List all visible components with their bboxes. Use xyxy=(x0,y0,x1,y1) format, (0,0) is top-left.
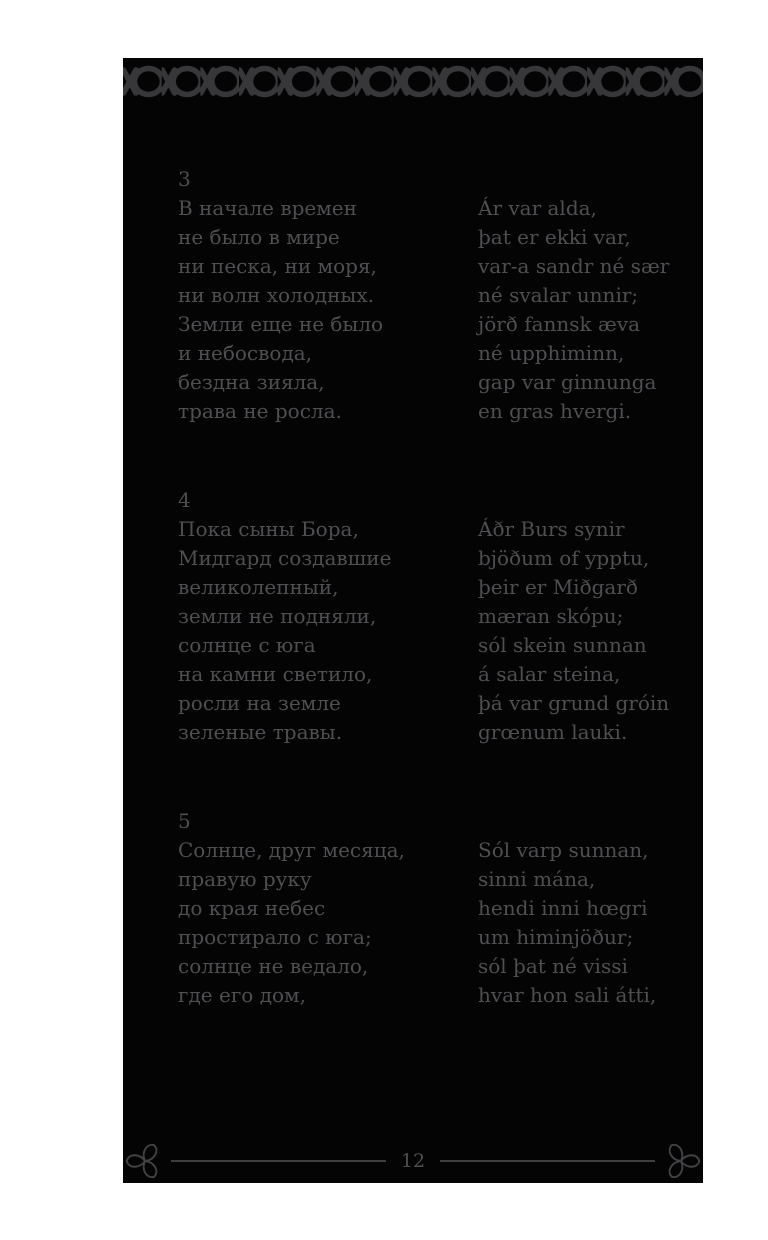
triquetra-knot-icon xyxy=(125,1141,165,1181)
verse-line: В начале времен xyxy=(178,196,357,220)
verse-line: þeir er Miðgarð xyxy=(478,575,638,599)
verse-column-old-norse xyxy=(478,836,683,1010)
verse-line: jörð fannsk æva xyxy=(478,312,641,336)
stanza-number: 3 xyxy=(178,167,191,191)
verse-line: Áðr Burs synir xyxy=(478,517,625,541)
verse-line: né svalar unnir; xyxy=(478,283,639,307)
verse-line: Солнце, друг месяца, xyxy=(178,838,405,862)
verse-line: Земли еще не было xyxy=(178,312,384,336)
verse-line: var-a sandr né sær xyxy=(478,254,670,278)
stanza xyxy=(178,486,683,747)
stanza-number: 4 xyxy=(178,488,191,512)
verse-line: Пока сыны Бора, xyxy=(178,517,359,541)
verse-line: солнце с юга xyxy=(178,633,316,657)
verse-line: gap var ginnunga xyxy=(478,370,657,394)
verse-line: росли на земле xyxy=(178,691,341,715)
verse-line: grœnum lauki. xyxy=(478,720,628,744)
verse-line: ни песка, ни моря, xyxy=(178,254,377,278)
celtic-knot-border-icon xyxy=(123,61,703,103)
footer-rule-right xyxy=(440,1160,655,1162)
verse-column-russian xyxy=(178,836,478,1010)
verse-line: солнце не ведало, xyxy=(178,954,369,978)
verse-line: né upphiminn, xyxy=(478,341,625,365)
stanza xyxy=(178,165,683,426)
verse-line: hvar hon sali átti, xyxy=(478,983,657,1007)
verse-column-russian xyxy=(178,515,478,747)
verse-line: до края небес xyxy=(178,896,326,920)
verse-line: sinni mána, xyxy=(478,867,596,891)
verse-line: великолепный, xyxy=(178,575,339,599)
poem xyxy=(123,165,703,1010)
verse-line: трава не росла. xyxy=(178,399,342,423)
verse-line: þá var grund gróin xyxy=(478,691,670,715)
stanza-number: 5 xyxy=(178,809,191,833)
verse-line: hendi inni hœgri xyxy=(478,896,648,920)
triquetra-knot-icon xyxy=(661,1141,701,1181)
verse-line: зеленые травы. xyxy=(178,720,343,744)
verse-line: земли не подняли, xyxy=(178,604,377,628)
verse-line: um himinjöður; xyxy=(478,925,634,949)
verse-line: бездна зияла, xyxy=(178,370,325,394)
verse-line: bjöðum of ypptu, xyxy=(478,546,650,570)
footer-rule-left xyxy=(171,1160,386,1162)
book-page xyxy=(123,58,703,1183)
verse-column-old-norse xyxy=(478,515,683,747)
verse-line: на камни светило, xyxy=(178,662,373,686)
verse-line: ни волн холодных. xyxy=(178,283,374,307)
verse-line: Sól varp sunnan, xyxy=(478,838,649,862)
verse-line: где его дом, xyxy=(178,983,306,1007)
verse-column-russian xyxy=(178,194,478,426)
page-footer xyxy=(123,1140,703,1182)
verse-line: mæran skópu; xyxy=(478,604,624,628)
verse-line: þat er ekki var, xyxy=(478,225,631,249)
stanza xyxy=(178,807,683,1010)
verse-column-old-norse xyxy=(478,194,683,426)
verse-line: простирало с юга; xyxy=(178,925,372,949)
verse-line: Ár var alda, xyxy=(478,196,597,220)
verse-line: á salar steina, xyxy=(478,662,621,686)
verse-line: правую руку xyxy=(178,867,312,891)
verse-line: Мидгард создавшие xyxy=(178,546,392,570)
verse-line: и небосвода, xyxy=(178,341,313,365)
verse-line: не было в мире xyxy=(178,225,340,249)
verse-line: sól skein sunnan xyxy=(478,633,647,657)
page-number: 12 xyxy=(400,1149,426,1172)
verse-line: en gras hvergi. xyxy=(478,399,632,423)
verse-line: sól þat né vissi xyxy=(478,954,628,978)
